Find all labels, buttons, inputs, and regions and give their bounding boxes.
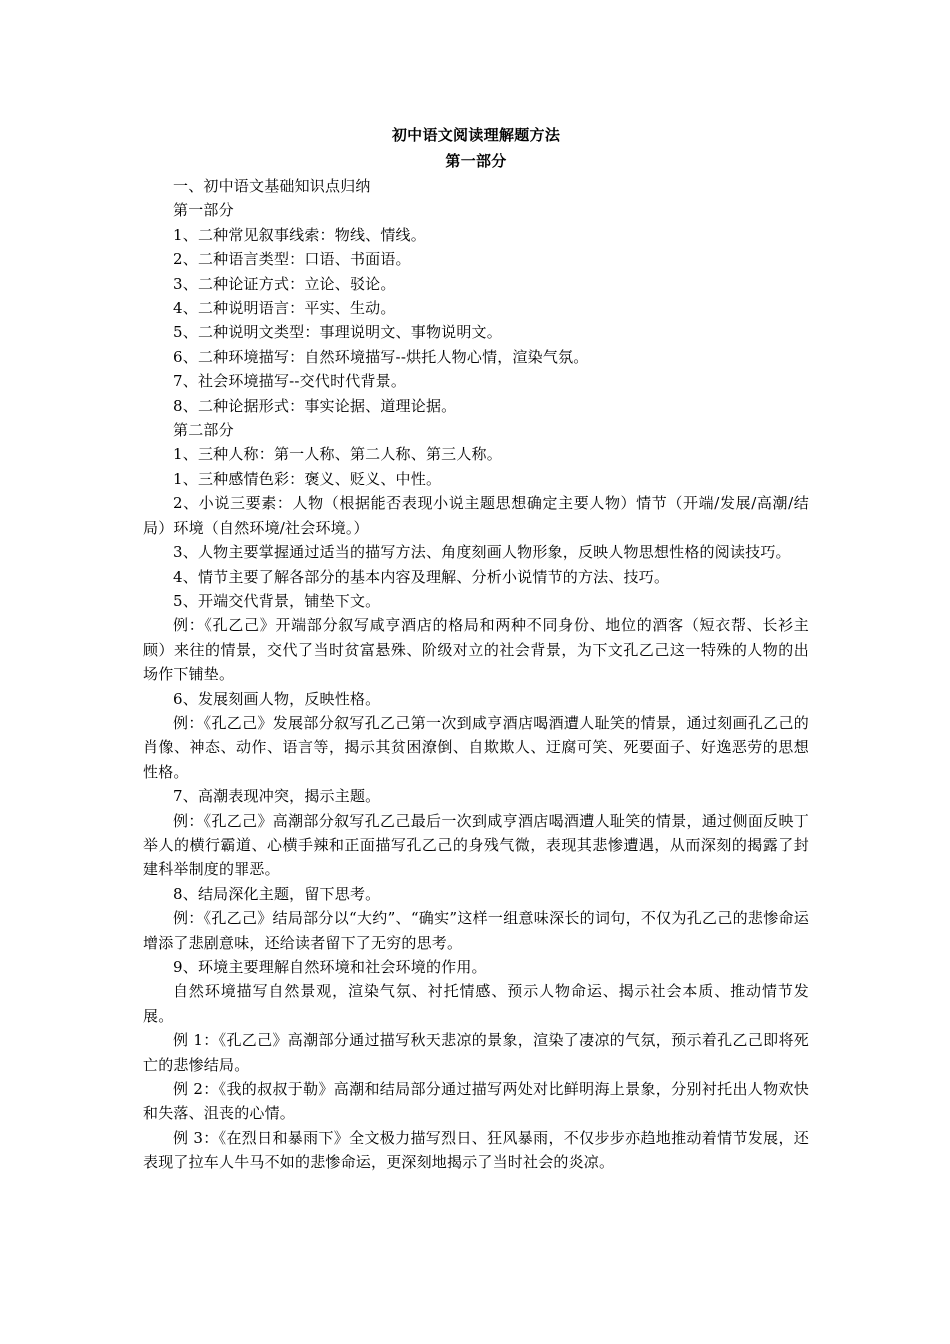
paragraph: 例：《孔乙己》结局部分以“大约”、“确实”这样一组意味深长的词句，不仅为孔乙己的悲惨命运增添了悲剧意味，还给读者留下了无穷的思考。 (143, 909, 809, 952)
paragraph: 2、小说三要素：人物（根据能否表现小说主题思想确定主要人物）情节（开端/发展/高潮/结局）环境（自然环境/社会环境。） (143, 494, 809, 537)
paragraph: 5、二种说明文类型：事理说明文、事物说明文。 (173, 323, 502, 342)
paragraph: 8、二种论据形式：事实论据、道理论据。 (173, 396, 457, 415)
paragraph: 1、二种常见叙事线索：物线、情线。 (173, 225, 426, 244)
paragraph: 第二部分 (173, 421, 234, 440)
paragraph: 8、结局深化主题，留下思考。 (173, 884, 381, 903)
paragraph: 3、人物主要掌握通过适当的描写方法、角度刻画人物形象，反映人物思想性格的阅读技巧。 (173, 543, 791, 562)
paragraph: 自然环境描写自然景观，渲染气氛、衬托情感、预示人物命运、揭示社会本质、推动情节发展。 (143, 982, 809, 1025)
paragraph: 4、二种说明语言：平实、生动。 (173, 299, 396, 318)
paragraph: 1、三种人称：第一人称、第二人称、第三人称。 (173, 445, 502, 464)
paragraph: 一、初中语文基础知识点归纳 (173, 177, 371, 195)
paragraph: 例 2：《我的叔叔于勒》高潮和结局部分通过描写两处对比鲜明海上景象，分别衬托出人物欢快和失落、沮丧的心情。 (143, 1080, 809, 1123)
paragraph: 9、环境主要理解自然环境和社会环境的作用。 (173, 958, 487, 976)
paragraph: 6、发展刻画人物，反映性格。 (173, 689, 381, 708)
paragraph: 例：《孔乙己》高潮部分叙写孔乙己最后一次到咸亨酒店喝酒遭人耻笑的情景，通过侧面反映丁举人的横行霸道、心横手辣和正面描写孔乙己的身残气微，表现其悲惨遭遇，从而深刻的揭露了封建科举制度的罪恶。 (143, 811, 809, 879)
paragraph: 5、开端交代背景，铺垫下文。 (173, 591, 381, 610)
paragraph: 4、情节主要了解各部分的基本内容及理解、分析小说情节的方法、技巧。 (173, 567, 670, 586)
paragraph: 例 3：《在烈日和暴雨下》全文极力描写烈日、狂风暴雨，不仅步步亦趋地推动着情节发展，还表现了拉车人牛马不如的悲惨命运，更深刻地揭示了当时社会的炎凉。 (143, 1128, 809, 1172)
paragraph: 3、二种论证方式：立论、驳论。 (173, 274, 396, 293)
paragraph-list (143, 174, 809, 1175)
paragraph: 第一部分 (173, 201, 234, 220)
paragraph: 例：《孔乙己》开端部分叙写咸亨酒店的格局和两种不同身份、地位的酒客（短衣帮、长衫主顾）来往的情景，交代了当时贫富悬殊、阶级对立的社会背景，为下文孔乙己这一特殊的人物的出场作下铺垫。 (143, 616, 809, 684)
paragraph: 2、二种语言类型：口语、书面语。 (173, 250, 411, 269)
paragraph: 7、社会环境描写--交代时代背景。 (173, 372, 407, 391)
paragraph: 例 1：《孔乙己》高潮部分通过描写秋天悲凉的景象，渲染了凄凉的气氛，预示着孔乙己即将死亡的悲惨结局。 (143, 1031, 809, 1074)
paragraph: 6、二种环境描写：自然环境描写--烘托人物心情，渲染气氛。 (173, 347, 589, 366)
paragraph: 1、三种感情色彩：褒义、贬义、中性。 (173, 469, 442, 488)
document-subtitle: 第一部分 (445, 152, 507, 170)
document-body (143, 122, 809, 1175)
document-title: 初中语文阅读理解题方法 (391, 126, 561, 144)
paragraph: 7、高潮表现冲突，揭示主题。 (173, 787, 381, 806)
paragraph: 例：《孔乙己》发展部分叙写孔乙己第一次到咸亨酒店喝酒遭人耻笑的情景，通过刻画孔乙己的肖像、神态、动作、语言等，揭示其贫困潦倒、自欺欺人、迂腐可笑、死要面子、好逸恶劳的思想性格。 (143, 713, 809, 781)
